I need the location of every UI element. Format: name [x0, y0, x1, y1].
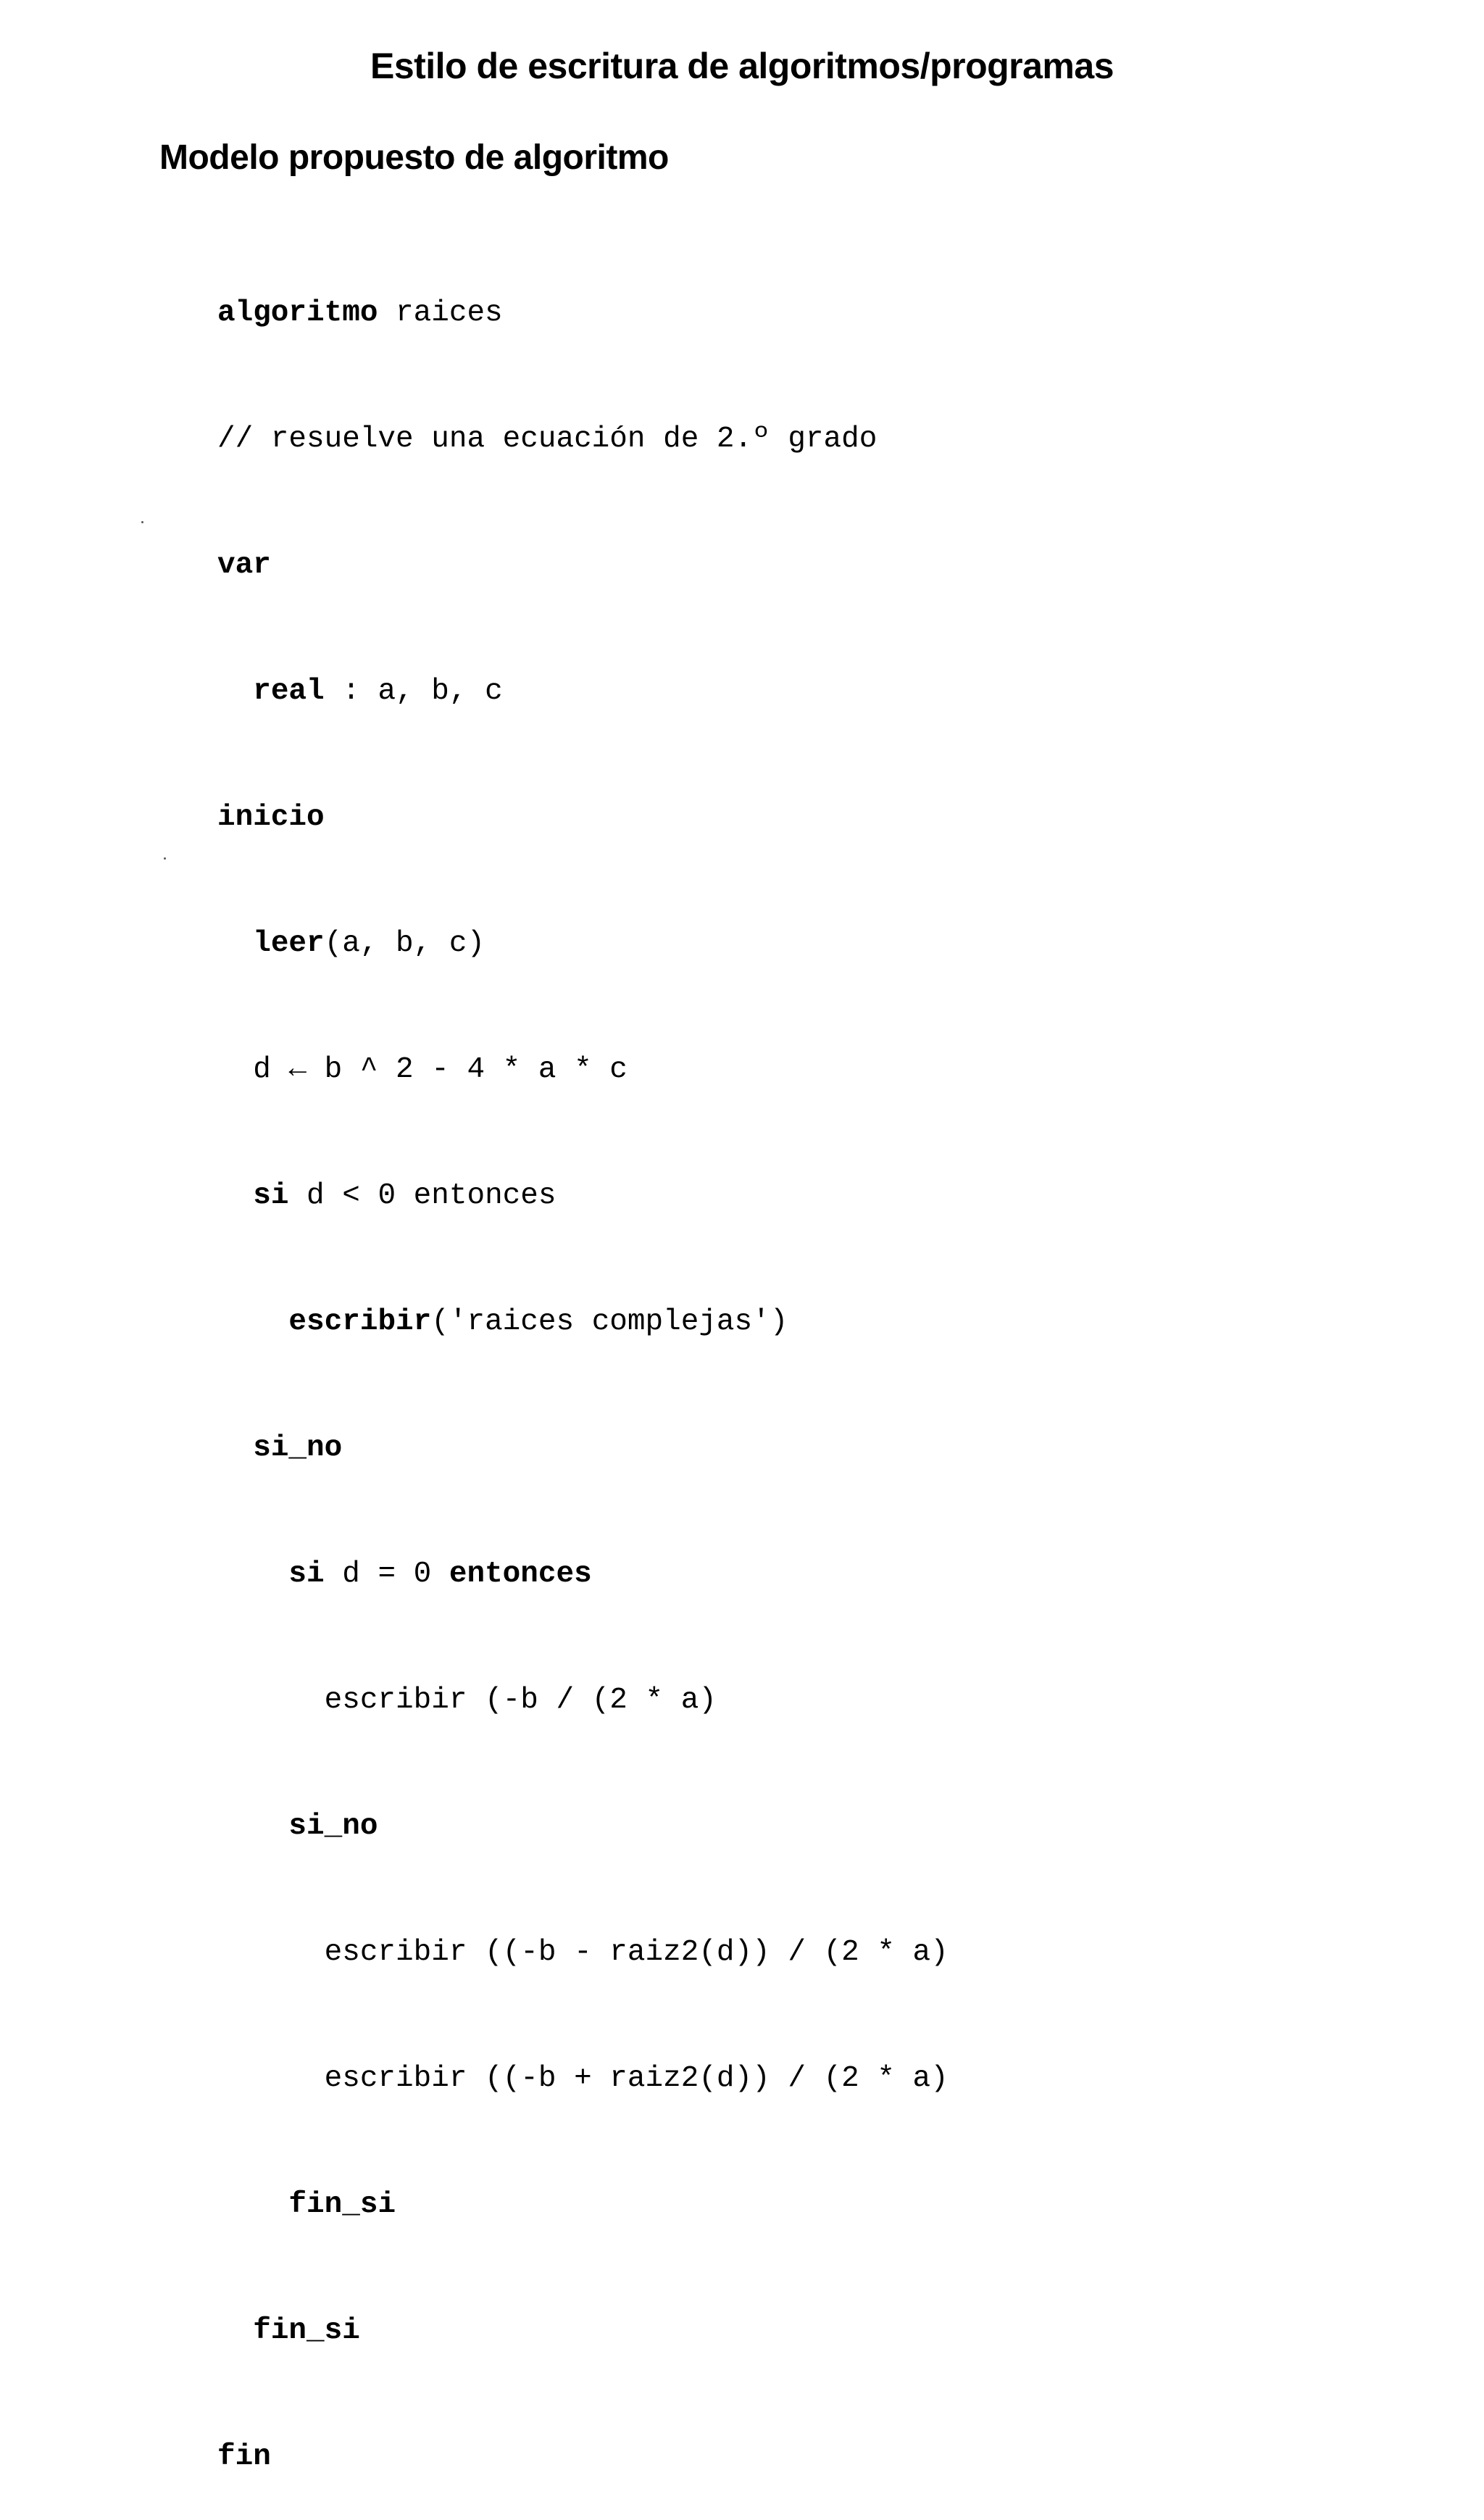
code-line-declaration: [217, 670, 949, 712]
keyword-var: var: [217, 549, 271, 582]
escribir-args: ('raices complejas'): [431, 1305, 788, 1339]
scan-speck: [141, 521, 143, 523]
scan-speck: [164, 857, 166, 860]
code-line-fin-si-outer: [217, 2310, 949, 2352]
si-condition: d = 0: [324, 1558, 449, 1591]
keyword-escribir: escribir: [288, 1305, 432, 1339]
section-title: Modelo propuesto de algoritmo: [159, 138, 669, 177]
algorithm-name: raices: [378, 296, 503, 330]
escribir-statement: escribir ((-b - raiz2(d)) / (2 * a): [324, 1936, 949, 1969]
code-line-assignment: [217, 1049, 949, 1091]
discriminant-assignment: d ← b ^ 2 - 4 * a * c: [253, 1053, 628, 1086]
keyword-leer: leer: [253, 927, 325, 960]
keyword-inicio: inicio: [217, 801, 325, 834]
code-line-var: [217, 544, 949, 586]
code-line-comment: [217, 418, 949, 460]
code-line-escribir-complejas: [217, 1301, 949, 1343]
keyword-entonces: entonces: [449, 1558, 592, 1591]
keyword-fin-si: fin_si: [253, 2314, 360, 2348]
keyword-fin: fin: [217, 2440, 271, 2474]
pseudocode-block: [217, 208, 949, 2520]
code-line-si-no-outer: [217, 1427, 949, 1469]
code-line-si-inner: [217, 1553, 949, 1595]
code-line-escribir-root-2: [217, 2058, 949, 2100]
keyword-si-no: si_no: [288, 1810, 378, 1843]
keyword-si-no: si_no: [253, 1431, 343, 1465]
code-line-si-no-inner: [217, 1805, 949, 1847]
page-title: Estilo de escritura de algoritmos/programas: [370, 46, 1114, 86]
code-line-leer: [217, 923, 949, 965]
keyword-real: real: [253, 675, 325, 708]
escribir-statement: escribir (-b / (2 * a): [324, 1684, 717, 1717]
code-comment: // resuelve una ecuación de 2.º grado: [217, 423, 878, 456]
keyword-fin-si: fin_si: [288, 2188, 396, 2221]
keyword-si: si: [253, 1179, 289, 1213]
keyword-algoritmo: algoritmo: [217, 296, 378, 330]
keyword-si: si: [288, 1558, 325, 1591]
declaration-vars: : a, b, c: [324, 675, 503, 708]
code-line-algoritmo: [217, 292, 949, 334]
code-line-fin: [217, 2436, 949, 2478]
code-line-fin-si-inner: [217, 2184, 949, 2226]
leer-args: (a, b, c): [324, 927, 485, 960]
si-condition: d < 0 entonces: [288, 1179, 556, 1213]
code-line-inicio: [217, 797, 949, 839]
escribir-statement: escribir ((-b + raiz2(d)) / (2 * a): [324, 2062, 949, 2095]
code-line-si-outer: [217, 1175, 949, 1217]
code-line-escribir-root-1: [217, 1931, 949, 1974]
code-line-escribir-single-root: [217, 1679, 949, 1721]
